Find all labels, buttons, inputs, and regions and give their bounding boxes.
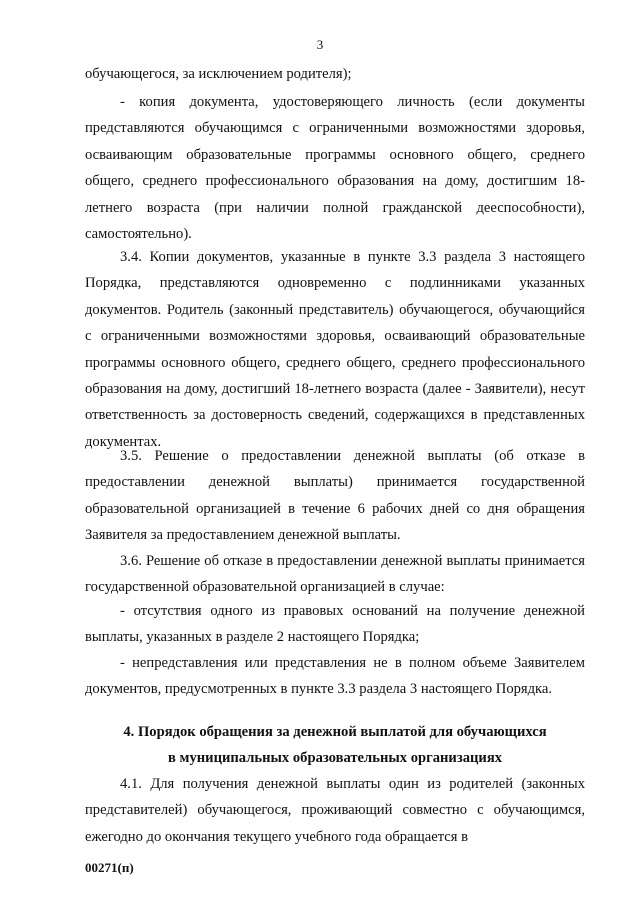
page-number: 3 <box>316 37 324 52</box>
section-heading <box>85 719 585 771</box>
paragraph-4-1: 4.1. Для получения денежной выплаты один из родителей (законных представителей) обучающегося, проживающий совместно с обучающимся, ежегодно до окончания текущего учебного года обращается в <box>85 776 585 845</box>
document-code: 00271(п) <box>85 860 134 875</box>
paragraph-3-5: 3.5. Решение о предоставлении денежной выплаты (об отказе в предоставлении денежной выплаты) принимается государственной образовательной организацией в течение 6 рабочих дней со дня обращения Заявителя за предоставлением денежной выплаты. <box>85 448 585 544</box>
paragraph-id-copy: - копия документа, удостоверяющего личность (если документы представляются обучающимся с ограниченными возможностями здоровья, осваивающим образовательные программы основного общего, среднего общего, среднего профессионального образования на дому, достигшим 18-летнего возраста (при наличии полной гражданской дееспособности), самостоятельно). <box>85 94 585 243</box>
paragraph-refusal-reason-2: - непредставления или представления не в полном объеме Заявителем документов, предусмотренных в пункте 3.3 раздела 3 настоящего Порядка. <box>85 655 585 698</box>
section-heading-line-1: 4. Порядок обращения за денежной выплатой для обучающихся <box>123 724 547 740</box>
paragraph-3-6: 3.6. Решение об отказе в предоставлении денежной выплаты принимается государственной образовательной организацией в случае: <box>85 553 585 596</box>
paragraph-refusal-reason-1: - отсутствия одного из правовых оснований на получение денежной выплаты, указанных в разделе 2 настоящего Порядка; <box>85 603 585 646</box>
paragraph-continuation: обучающегося, за исключением родителя); <box>85 66 352 82</box>
section-heading-line-2: в муниципальных образовательных организациях <box>167 750 503 766</box>
paragraph-3-4: 3.4. Копии документов, указанные в пункте 3.3 раздела 3 настоящего Порядка, представляются одновременно с подлинниками указанных документов. Родитель (законный представитель) обучающегося, обучающийся с ограниченными возможностями здоровья, осваивающий образовательные программы основного общего, среднего общего, среднего профессионального образования на дому, достигший 18-летнего возраста (далее - Заявители), несут ответственность за достоверность сведений, содержащихся в представленных документах. <box>85 249 585 450</box>
